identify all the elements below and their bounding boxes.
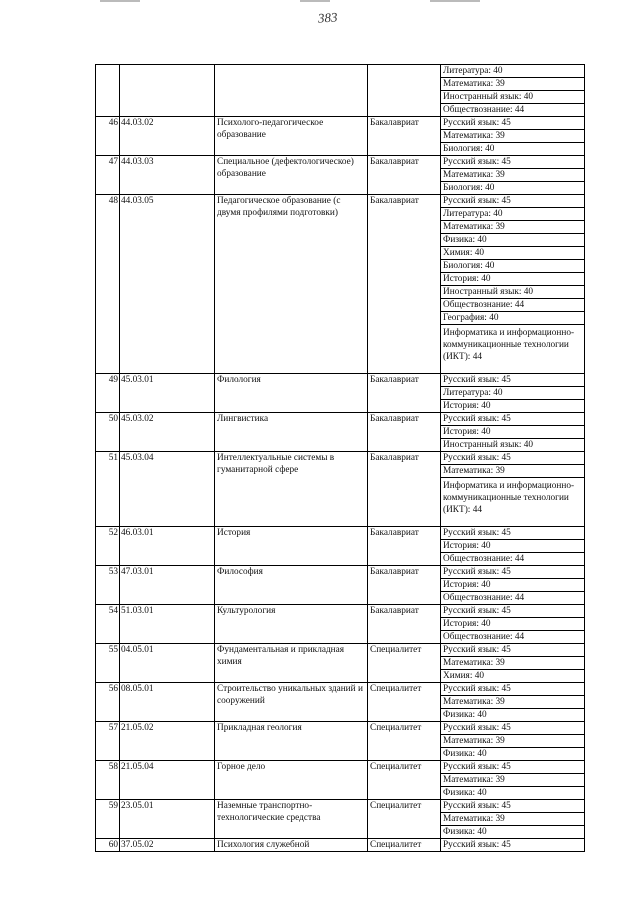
exam-subject-score: Математика: 39 bbox=[441, 78, 585, 91]
table-row bbox=[96, 117, 585, 130]
program-code: 37.05.02 bbox=[120, 838, 215, 851]
program-name: Фундаментальная и прикладная химия bbox=[215, 643, 368, 682]
exam-subject-score: История: 40 bbox=[441, 399, 585, 412]
exam-subject-score: Химия: 40 bbox=[441, 247, 585, 260]
exam-subject-score: Физика: 40 bbox=[441, 786, 585, 799]
exam-subject-score: История: 40 bbox=[441, 617, 585, 630]
exam-subject-score: Математика: 39 bbox=[441, 169, 585, 182]
exam-subject-score: Русский язык: 45 bbox=[441, 760, 585, 773]
table-row bbox=[96, 565, 585, 578]
exam-subject-score: Физика: 40 bbox=[441, 747, 585, 760]
exam-subject-score: Русский язык: 45 bbox=[441, 604, 585, 617]
row-number: 56 bbox=[96, 682, 120, 721]
exam-subject-score: Русский язык: 45 bbox=[441, 682, 585, 695]
table-row bbox=[96, 838, 585, 851]
education-level: Бакалавриат bbox=[368, 565, 441, 604]
row-number: 59 bbox=[96, 799, 120, 838]
exam-subject-score: Биология: 40 bbox=[441, 143, 585, 156]
education-level: Бакалавриат bbox=[368, 373, 441, 412]
exam-subject-score: Обществознание: 44 bbox=[441, 299, 585, 312]
exam-subject-score: Математика: 39 bbox=[441, 734, 585, 747]
program-name: Педагогическое образование (с двумя профилями подготовки) bbox=[215, 195, 368, 374]
exam-subject-score: Математика: 39 bbox=[441, 695, 585, 708]
program-name bbox=[215, 65, 368, 117]
table-row bbox=[96, 721, 585, 734]
exam-subject-score: Математика: 39 bbox=[441, 130, 585, 143]
program-code: 21.05.02 bbox=[120, 721, 215, 760]
exam-subject-score: Русский язык: 45 bbox=[441, 526, 585, 539]
row-number: 47 bbox=[96, 156, 120, 195]
program-code: 45.03.01 bbox=[120, 373, 215, 412]
row-number: 48 bbox=[96, 195, 120, 374]
exam-subject-score: История: 40 bbox=[441, 578, 585, 591]
program-code: 23.05.01 bbox=[120, 799, 215, 838]
exam-subject-score: Русский язык: 45 bbox=[441, 838, 585, 851]
exam-subject-score: Обществознание: 44 bbox=[441, 630, 585, 643]
program-name: Лингвистика bbox=[215, 412, 368, 451]
program-name: Культурология bbox=[215, 604, 368, 643]
row-number: 58 bbox=[96, 760, 120, 799]
table-row bbox=[96, 195, 585, 208]
exam-subject-score: Биология: 40 bbox=[441, 260, 585, 273]
program-name: Филология bbox=[215, 373, 368, 412]
exam-subject-score: Обществознание: 44 bbox=[441, 104, 585, 117]
education-level: Бакалавриат bbox=[368, 412, 441, 451]
program-code: 45.03.02 bbox=[120, 412, 215, 451]
exam-subject-score: Математика: 39 bbox=[441, 812, 585, 825]
education-level: Специалитет bbox=[368, 721, 441, 760]
exam-subject-score: История: 40 bbox=[441, 539, 585, 552]
exam-subject-score: Русский язык: 45 bbox=[441, 565, 585, 578]
scan-artifact bbox=[100, 0, 140, 2]
table-row bbox=[96, 799, 585, 812]
education-level: Специалитет bbox=[368, 760, 441, 799]
exam-subject-score: Иностранный язык: 40 bbox=[441, 438, 585, 451]
exam-subject-score: Русский язык: 45 bbox=[441, 799, 585, 812]
table-row bbox=[96, 373, 585, 386]
education-level: Бакалавриат bbox=[368, 451, 441, 526]
exam-subject-score: Русский язык: 45 bbox=[441, 412, 585, 425]
program-name: Философия bbox=[215, 565, 368, 604]
exam-subject-score: Математика: 39 bbox=[441, 656, 585, 669]
exam-subject-score: Математика: 39 bbox=[441, 773, 585, 786]
exam-subject-score: Химия: 40 bbox=[441, 669, 585, 682]
program-code: 04.05.01 bbox=[120, 643, 215, 682]
exam-subject-score: История: 40 bbox=[441, 425, 585, 438]
exam-subject-score: Математика: 39 bbox=[441, 464, 585, 477]
row-number: 57 bbox=[96, 721, 120, 760]
program-code: 08.05.01 bbox=[120, 682, 215, 721]
program-name: Психология служебной bbox=[215, 838, 368, 851]
exam-subject-score: Русский язык: 45 bbox=[441, 643, 585, 656]
program-code: 21.05.04 bbox=[120, 760, 215, 799]
exam-subject-score: Иностранный язык: 40 bbox=[441, 286, 585, 299]
education-level: Бакалавриат bbox=[368, 117, 441, 156]
program-name: Строительство уникальных зданий и сооружений bbox=[215, 682, 368, 721]
row-number: 51 bbox=[96, 451, 120, 526]
row-number: 49 bbox=[96, 373, 120, 412]
education-level: Бакалавриат bbox=[368, 604, 441, 643]
exam-subject-score: История: 40 bbox=[441, 273, 585, 286]
table-row bbox=[96, 604, 585, 617]
education-level: Бакалавриат bbox=[368, 195, 441, 374]
program-code: 44.03.02 bbox=[120, 117, 215, 156]
program-code: 44.03.05 bbox=[120, 195, 215, 374]
education-level: Специалитет bbox=[368, 682, 441, 721]
education-level: Бакалавриат bbox=[368, 156, 441, 195]
program-code: 45.03.04 bbox=[120, 451, 215, 526]
program-code: 44.03.03 bbox=[120, 156, 215, 195]
row-number: 46 bbox=[96, 117, 120, 156]
program-name: Прикладная геология bbox=[215, 721, 368, 760]
exam-subject-score: Литература: 40 bbox=[441, 65, 585, 78]
program-code: 51.03.01 bbox=[120, 604, 215, 643]
row-number: 55 bbox=[96, 643, 120, 682]
education-level: Бакалавриат bbox=[368, 526, 441, 565]
exam-subject-score: Иностранный язык: 40 bbox=[441, 91, 585, 104]
row-number: 60 bbox=[96, 838, 120, 851]
table-row bbox=[96, 643, 585, 656]
scan-artifact bbox=[300, 0, 330, 2]
table-row bbox=[96, 526, 585, 539]
education-level: Специалитет bbox=[368, 799, 441, 838]
row-number bbox=[96, 65, 120, 117]
row-number: 54 bbox=[96, 604, 120, 643]
program-name: Специальное (дефектологическое) образование bbox=[215, 156, 368, 195]
program-code: 46.03.01 bbox=[120, 526, 215, 565]
exam-subject-score: Обществознание: 44 bbox=[441, 552, 585, 565]
program-name: Наземные транспортно-технологические средства bbox=[215, 799, 368, 838]
exam-subject-score: Русский язык: 45 bbox=[441, 117, 585, 130]
row-number: 50 bbox=[96, 412, 120, 451]
exam-subject-score: Русский язык: 45 bbox=[441, 451, 585, 464]
row-number: 53 bbox=[96, 565, 120, 604]
exam-subject-score: Литература: 40 bbox=[441, 208, 585, 221]
table-row bbox=[96, 156, 585, 169]
exam-subject-score: Русский язык: 45 bbox=[441, 156, 585, 169]
program-name: Горное дело bbox=[215, 760, 368, 799]
table-row bbox=[96, 412, 585, 425]
scan-artifact bbox=[430, 0, 480, 2]
exam-subject-score: География: 40 bbox=[441, 312, 585, 325]
exam-subject-score: Биология: 40 bbox=[441, 182, 585, 195]
exam-subject-score: Русский язык: 45 bbox=[441, 373, 585, 386]
education-level bbox=[368, 65, 441, 117]
exam-subject-score: Физика: 40 bbox=[441, 825, 585, 838]
exam-subject-score: Математика: 39 bbox=[441, 221, 585, 234]
admission-requirements-table bbox=[95, 64, 585, 852]
program-name: История bbox=[215, 526, 368, 565]
exam-subject-score: Физика: 40 bbox=[441, 708, 585, 721]
exam-subject-score: Литература: 40 bbox=[441, 386, 585, 399]
exam-subject-score: Информатика и информационно-коммуникационные технологии (ИКТ): 44 bbox=[441, 477, 585, 526]
exam-subject-score: Физика: 40 bbox=[441, 234, 585, 247]
table-row bbox=[96, 451, 585, 464]
program-code bbox=[120, 65, 215, 117]
table-row bbox=[96, 65, 585, 78]
row-number: 52 bbox=[96, 526, 120, 565]
program-name: Интеллектуальные системы в гуманитарной сфере bbox=[215, 451, 368, 526]
education-level: Специалитет bbox=[368, 838, 441, 851]
exam-subject-score: Русский язык: 45 bbox=[441, 721, 585, 734]
table-row bbox=[96, 682, 585, 695]
exam-subject-score: Обществознание: 44 bbox=[441, 591, 585, 604]
exam-subject-score: Информатика и информационно-коммуникационные технологии (ИКТ): 44 bbox=[441, 325, 585, 374]
education-level: Специалитет bbox=[368, 643, 441, 682]
program-code: 47.03.01 bbox=[120, 565, 215, 604]
program-name: Психолого-педагогическое образование bbox=[215, 117, 368, 156]
table-row bbox=[96, 760, 585, 773]
exam-subject-score: Русский язык: 45 bbox=[441, 195, 585, 208]
page-number: 383 bbox=[317, 9, 338, 26]
